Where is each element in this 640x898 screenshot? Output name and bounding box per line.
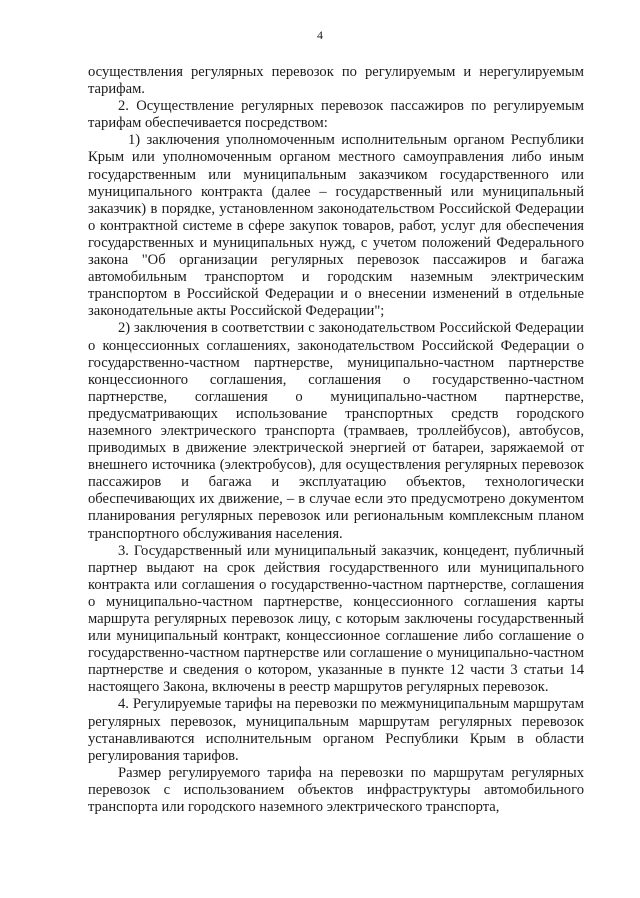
- page-number: 4: [317, 28, 323, 42]
- paragraph-item-1: 1) заключения уполномоченным исполнительным органом Республики Крым или уполномоченным органом местного самоуправления либо иным государственным или муниципальным заказчиком государственного или муниципального контракта (далее – государственный или муниципальный заказчик) в порядке, установленном законодательством Российской Федерации о контрактной системе в сфере закупок товаров, работ, услуг для обеспечения государственных и муниципальных нужд, с учетом положений Федерального закона "Об организации регулярных перевозок пассажиров и багажа автомобильным транспортом и городским наземным электрическим транспортом в Российской Федерации и о внесении изменений в отдельные законодательные акты Российской Федерации";: [88, 132, 584, 320]
- paragraph-section-3: 3. Государственный или муниципальный заказчик, концедент, публичный партнер выдают на срок действия государственного или муниципального контракта или соглашения о государственно-частном партнерстве, соглашения о муниципально-частном партнерстве, концессионного соглашения карты маршрута регулярных перевозок лицу, с которым заключены государственный или муниципальный контракт, концессионное соглашение либо соглашение о государственно-частном партнерстве или соглашение о муниципально-частном партнерстве и сведения о котором, указанные в пункте 12 части 3 статьи 14 настоящего Закона, включены в реестр маршрутов регулярных перевозок.: [88, 542, 584, 696]
- paragraph-section-2: 2. Осуществление регулярных перевозок пассажиров по регулируемым тарифам обеспечивается посредством:: [88, 98, 584, 132]
- paragraph-tariff-size: Размер регулируемого тарифа на перевозки по маршрутам регулярных перевозок с использованием объектов инфраструктуры автомобильного транспорта или городского наземного электрического транспорта,: [88, 764, 584, 816]
- paragraph-item-2: 2) заключения в соответствии с законодательством Российской Федерации о концессионных соглашениях, законодательством Российской Федерации о государственно-частном партнерстве, муниципально-частном партнерстве концессионного соглашения, соглашения о государственно-частном партнерстве, соглашения о муниципально-частном партнерстве, предусматривающих использование транспортных средств городского наземного электрического транспорта (трамваев, троллейбусов), автобусов, приводимых в движение электрической энергией от батареи, заряжаемой от внешнего источника (электробусов), для осуществления регулярных перевозок пассажиров и багажа и эксплуатацию объектов, технологически обеспечивающих их движение, – в случае если это предусмотрено документом планирования регулярных перевозок или региональным комплексным планом транспортного обслуживания населения.: [88, 320, 584, 542]
- paragraph-section-4: 4. Регулируемые тарифы на перевозки по межмуниципальным маршрутам регулярных перевозок, муниципальным маршрутам регулярных перевозок устанавливаются исполнительным органом Республики Крым в области регулирования тарифов.: [88, 696, 584, 764]
- document-body: [88, 64, 584, 816]
- paragraph-continuation: осуществления регулярных перевозок по регулируемым и нерегулируемым тарифам.: [88, 64, 584, 98]
